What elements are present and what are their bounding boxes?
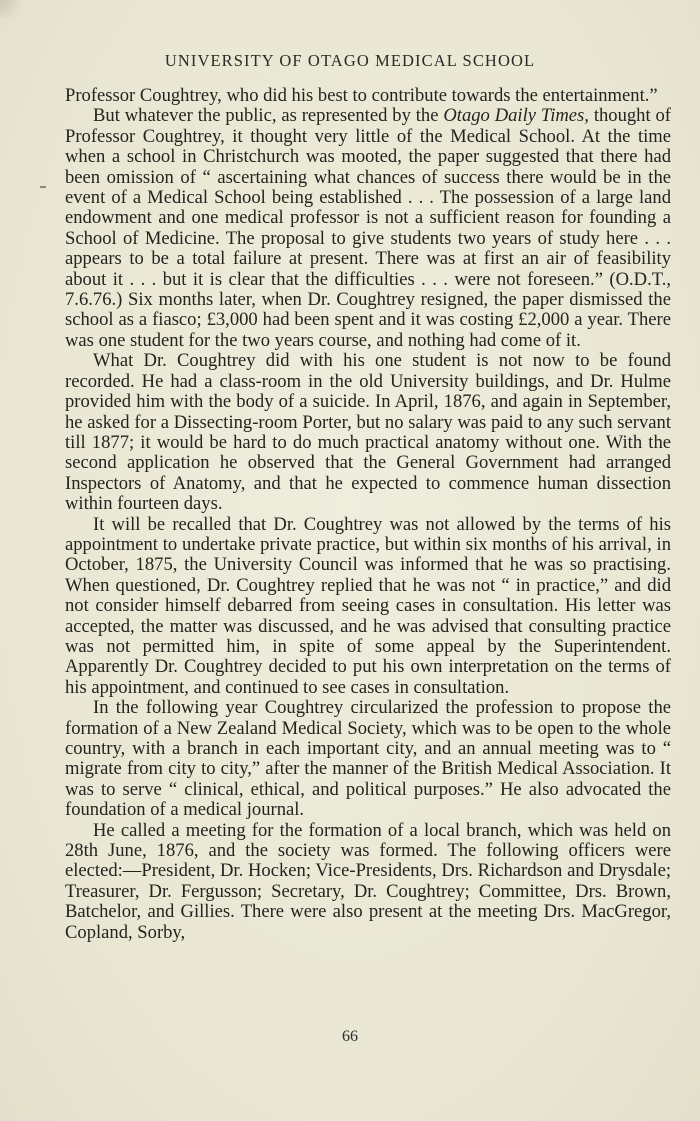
paragraph-2 [65,106,671,351]
paragraph-6: He called a meeting for the formation of a local branch, which was held on 28th June, 1876, and the society was formed. The following officers were elected:—President, Dr. Hocken; Vice-Presidents, Drs. Richardson and Drysdale; Treasurer, Dr. Fergusson; Secretary, Dr. Coughtrey; Committee, Drs. Brown, Batchelor, and Gillies. There were also present at the meeting Drs. MacGregor, Copland, Sorby, [65,819,671,943]
newspaper-title: Otago Daily Times, [443,105,589,127]
paragraph-5: In the following year Coughtrey circularized the profession to propose the formation of a New Zealand Medical Society, which was to be open to the whole country, with a branch in each important city, and an annual meeting was to “ migrate from city to city,” after the manner of the British Medical Association. It was to serve “ clinical, ethical, and political purposes.” He also advocated the foundation of a medical journal. [65,697,671,821]
paragraph-1: Professor Coughtrey, who did his best to contribute towards the entertainment.” [65,85,658,106]
paragraph-4: It will be recalled that Dr. Coughtrey was not allowed by the terms of his appointment to undertake private practice, but within six months of his arrival, in October, 1875, the University Council was informed that he was so practising. When questioned, Dr. Coughtrey replied that he was not “ in practice,” and did not consider himself debarred from seeing cases in consultation. His letter was accepted, the matter was discussed, and he was advised that consulting practice was not permitted him, in spite of some appeal by the Superintendent. Apparently Dr. Coughtrey decided to put his own interpretation on the terms of his appointment, and continued to see cases in consultation. [65,513,671,698]
page-corner-stain [0,0,22,18]
paragraph-3: What Dr. Coughtrey did with his one student is not now to be found recorded. He had a class-room in the old University buildings, and Dr. Hulme provided him with the body of a suicide. In April, 1876, and again in September, he asked for a Dissecting-room Porter, but no salary was paid to any such servant till 1877; it would be hard to do much practical anatomy without one. With the second application he observed that the General Government had arranged Inspectors of Anatomy, and that he expected to commence human dissection within fourteen days. [65,350,671,515]
running-head: UNIVERSITY OF OTAGO MEDICAL SCHOOL [164,51,536,70]
margin-mark [40,186,46,188]
paragraph-2-rest: thought of Professor Coughtrey, it thought very little of the Medical School. At the time when a school in Christchurch was mooted, the paper suggested that there had been omission of “ ascertaining what chances of success there would be in the event of a Medical School being established . . . The possession of a large land endowment and one medical professor is not a sufficient reason for founding a School of Medicine. The proposal to give students two years of study here . . . appears to be a total failure at present. There was at first an air of feasibility about it . . . but it is clear that the difficulties . . . were not foreseen.” (O.D.T., 7.6.76.) Six months later, when Dr. Coughtrey resigned, the paper dismissed the school as a fiasco; £3,000 had been spent and it was costing £2,000 a year. There was one student for the two years course, and nothing had come of it. [65,105,671,351]
page-number: 66 [342,1028,358,1045]
paragraph-2-lead: But whatever the public, as represented by the [93,105,444,127]
body-text [65,86,671,943]
